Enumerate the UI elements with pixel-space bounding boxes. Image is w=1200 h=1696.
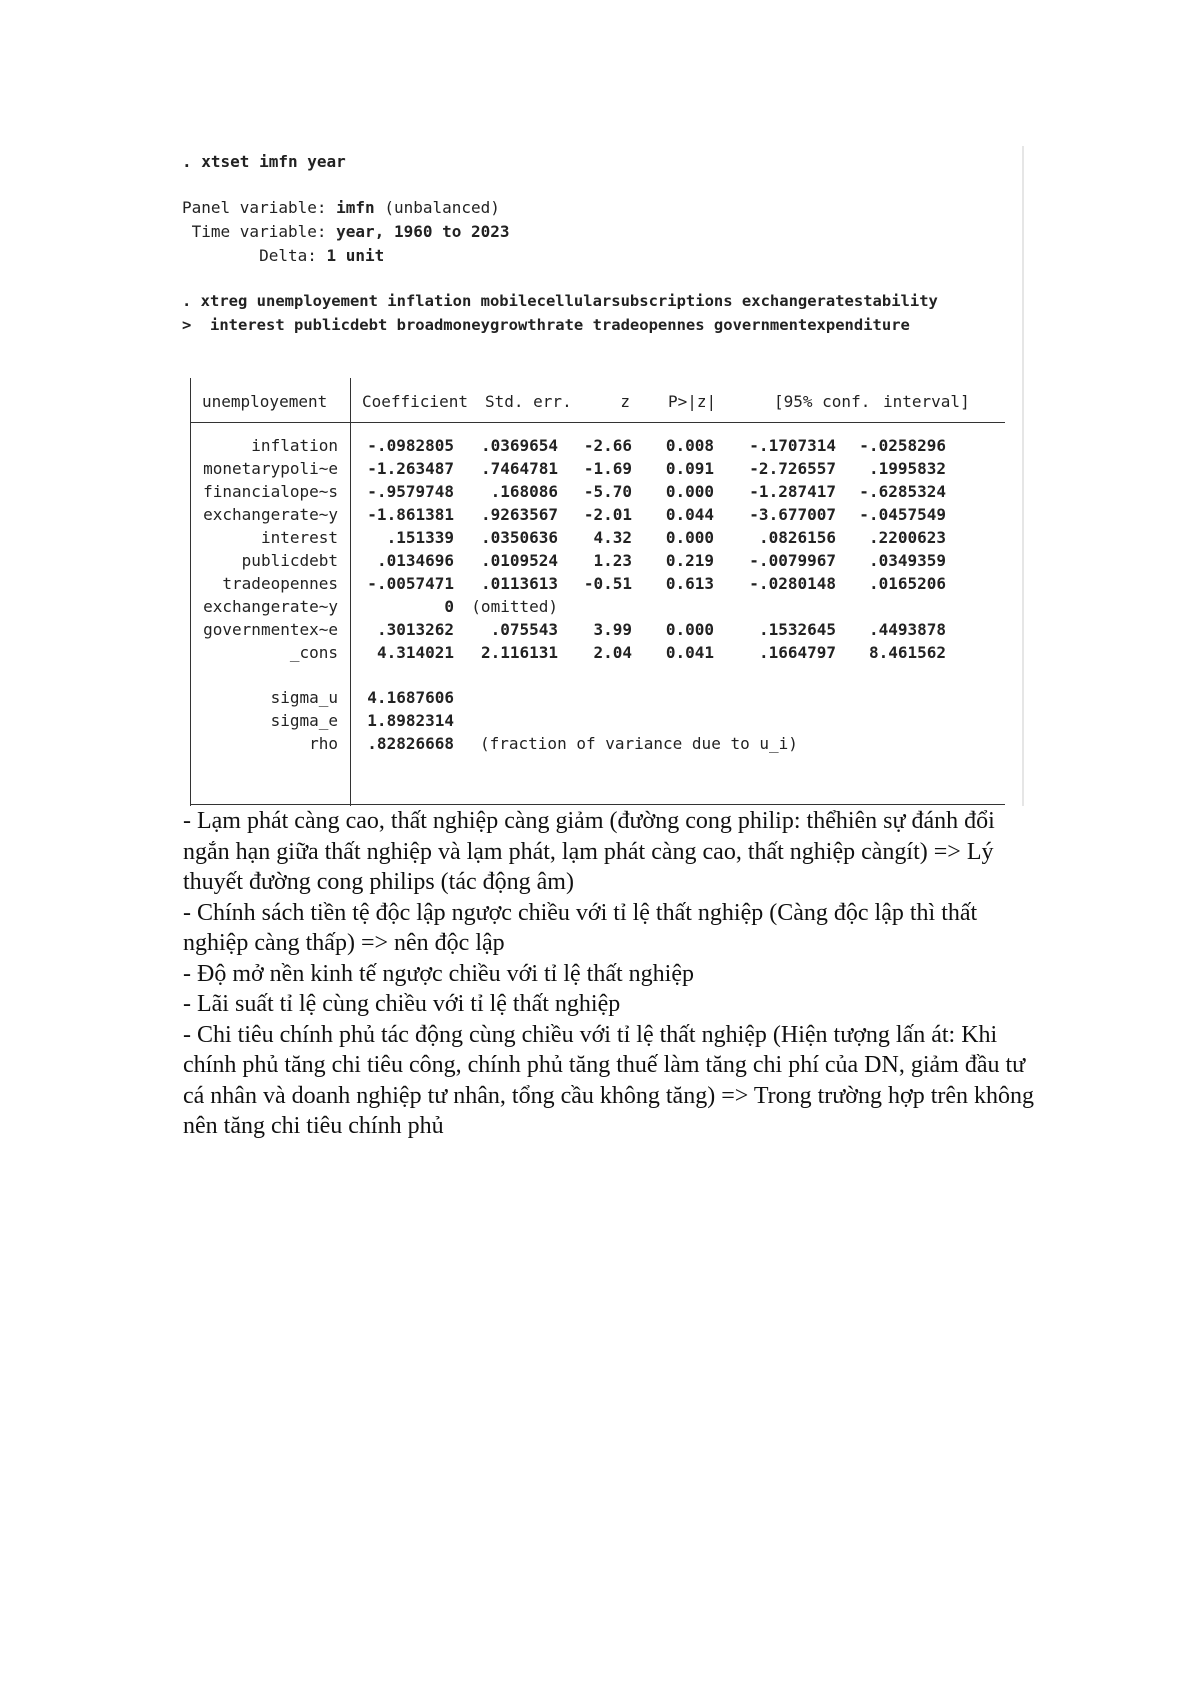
std-err-cell: .168086	[490, 482, 558, 501]
col-header-z: z	[620, 392, 630, 411]
interpretation-notes	[183, 806, 1043, 1142]
xtreg-command-line-1: . xtreg unemployement inflation mobilecellularsubscriptions exchangeratestability	[182, 292, 938, 310]
coefficient-cell: 0	[444, 597, 454, 616]
variable-name-cell: exchangerate~y	[203, 597, 338, 616]
std-err-cell: .0113613	[480, 574, 558, 593]
conf-high-cell: .0349359	[868, 551, 946, 570]
panel-variable-note: (unbalanced)	[384, 198, 500, 217]
col-header-coefficient: Coefficient	[362, 392, 468, 411]
coefficient-cell: 4.314021	[376, 643, 454, 662]
p-value-cell: 0.000	[665, 482, 714, 501]
delta-line	[182, 246, 384, 265]
coefficient-cell: .3013262	[376, 620, 454, 639]
coefficient-cell: -.0057471	[367, 574, 454, 593]
p-value-cell: 0.000	[665, 528, 714, 547]
z-cell: 1.23	[593, 551, 632, 570]
z-cell: -0.51	[583, 574, 632, 593]
coefficient-cell: -1.861381	[367, 505, 454, 524]
panel-variable-value: imfn	[336, 198, 375, 217]
p-value-cell: 0.008	[665, 436, 714, 455]
z-cell: -2.66	[583, 436, 632, 455]
stat-name-cell: rho	[309, 734, 338, 753]
conf-high-cell: 8.461562	[868, 643, 946, 662]
note-paragraph: - Chính sách tiền tệ độc lập ngược chiều với tỉ lệ thất nghiệp (Càng độc lập thì thất nghiệp càng thấp) => nên độc lập	[183, 899, 978, 956]
z-cell: -5.70	[583, 482, 632, 501]
variable-name-cell: publicdebt	[241, 551, 338, 570]
variable-name-cell: _cons	[289, 643, 338, 662]
conf-high-cell: -.0457549	[859, 505, 946, 524]
col-header-std-err: Std. err.	[485, 392, 572, 411]
z-cell: 4.32	[593, 528, 632, 547]
conf-low-cell: -.1707314	[749, 436, 836, 455]
coefficient-cell: .151339	[386, 528, 454, 547]
z-cell: 3.99	[593, 620, 632, 639]
screenshot-edge	[1022, 146, 1024, 806]
std-err-cell: .075543	[490, 620, 558, 639]
xtreg-command-line-2: > interest publicdebt broadmoneygrowthrate tradeopennes governmentexpenditure	[182, 316, 910, 334]
note-paragraph: - Chi tiêu chính phủ tác động cùng chiều với tỉ lệ thất nghiệp (Hiện tượng lấn át: Khi chính phủ tăng chi tiêu công, chính phủ tăng thuế làm tăng chi phí của DN, giảm đầu tư cá nhân và doanh nghiệp tư nhân, tổng cầu không tăng) => Trong trường hợp trên không nên tăng chi tiêu chính phủ	[183, 1021, 1035, 1139]
std-err-cell: 2.116131	[480, 643, 558, 662]
stata-output-screenshot	[182, 146, 1024, 806]
table-header-rule	[190, 422, 1005, 423]
conf-low-cell: .0826156	[758, 528, 836, 547]
coefficient-cell: -.9579748	[367, 482, 454, 501]
z-cell: -2.01	[583, 505, 632, 524]
std-err-cell: (omitted)	[471, 597, 558, 616]
std-err-cell: .0109524	[480, 551, 558, 570]
xtset-command: . xtset imfn year	[182, 152, 346, 171]
conf-low-cell: -1.287417	[749, 482, 836, 501]
dependent-variable-header: unemployement	[202, 392, 328, 411]
z-cell: -1.69	[583, 459, 632, 478]
p-value-cell: 0.219	[665, 551, 714, 570]
conf-high-cell: .2200623	[868, 528, 946, 547]
conf-high-cell: .4493878	[868, 620, 946, 639]
p-value-cell: 0.613	[665, 574, 714, 593]
p-value-cell: 0.041	[665, 643, 714, 662]
std-err-cell: .7464781	[480, 459, 558, 478]
note-paragraph: - Lạm phát càng cao, thất nghiệp càng giảm (đường cong philip: thểhiên sự đánh đổi ngắn hạn giữa thất nghiệp và lạm phát, lạm phát càng cao, thất nghiệp càngít) => Lý thuyết đường cong philips (tác động âm)	[183, 808, 995, 895]
conf-high-cell: -.6285324	[859, 482, 946, 501]
conf-high-cell: .1995832	[868, 459, 946, 478]
conf-low-cell: -.0079967	[749, 551, 836, 570]
col-header-p: P>|z|	[668, 392, 717, 411]
p-value-cell: 0.000	[665, 620, 714, 639]
conf-high-cell: .0165206	[868, 574, 946, 593]
time-variable-line	[182, 222, 510, 241]
stat-value-cell: 1.8982314	[367, 711, 454, 730]
stat-value-cell: .82826668	[367, 734, 454, 753]
panel-variable-line	[182, 198, 500, 217]
std-err-cell: .0369654	[480, 436, 558, 455]
stat-note-cell: (fraction of variance due to u_i)	[480, 734, 798, 753]
stat-name-cell: sigma_u	[270, 688, 338, 707]
conf-low-cell: .1532645	[758, 620, 836, 639]
variable-name-cell: monetarypoli~e	[203, 459, 338, 478]
conf-low-cell: -.0280148	[749, 574, 836, 593]
coefficient-cell: -.0982805	[367, 436, 454, 455]
time-variable-label: Time variable:	[182, 222, 327, 241]
p-value-cell: 0.091	[665, 459, 714, 478]
conf-low-cell: -3.677007	[749, 505, 836, 524]
panel-variable-label: Panel variable:	[182, 198, 327, 217]
std-err-cell: .9263567	[480, 505, 558, 524]
delta-label: Delta:	[182, 246, 317, 265]
regression-table	[190, 378, 1010, 806]
stat-name-cell: sigma_e	[270, 711, 338, 730]
conf-low-cell: -2.726557	[749, 459, 836, 478]
variable-name-cell: governmentex~e	[203, 620, 338, 639]
delta-value: 1 unit	[326, 246, 385, 265]
time-variable-value: year, 1960 to 2023	[336, 222, 510, 241]
variable-name-cell: tradeopennes	[222, 574, 338, 593]
coefficient-cell: -1.263487	[367, 459, 454, 478]
variable-name-cell: financialope~s	[203, 482, 338, 501]
note-paragraph: - Độ mở nền kinh tế ngược chiều với tỉ lệ thất nghiệp	[183, 960, 694, 987]
variable-name-cell: exchangerate~y	[203, 505, 338, 524]
variable-name-cell: interest	[260, 528, 338, 547]
p-value-cell: 0.044	[665, 505, 714, 524]
col-header-conf-low: [95% conf.	[774, 392, 871, 411]
z-cell: 2.04	[593, 643, 632, 662]
variable-name-cell: inflation	[251, 436, 338, 455]
std-err-cell: .0350636	[480, 528, 558, 547]
conf-low-cell: .1664797	[758, 643, 836, 662]
conf-high-cell: -.0258296	[859, 436, 946, 455]
col-header-conf-high: interval]	[883, 392, 970, 411]
stat-value-cell: 4.1687606	[367, 688, 454, 707]
note-paragraph: - Lãi suất tỉ lệ cùng chiều với tỉ lệ thất nghiệp	[183, 991, 621, 1017]
table-bottom-rule	[190, 804, 1005, 805]
coefficient-cell: .0134696	[376, 551, 454, 570]
